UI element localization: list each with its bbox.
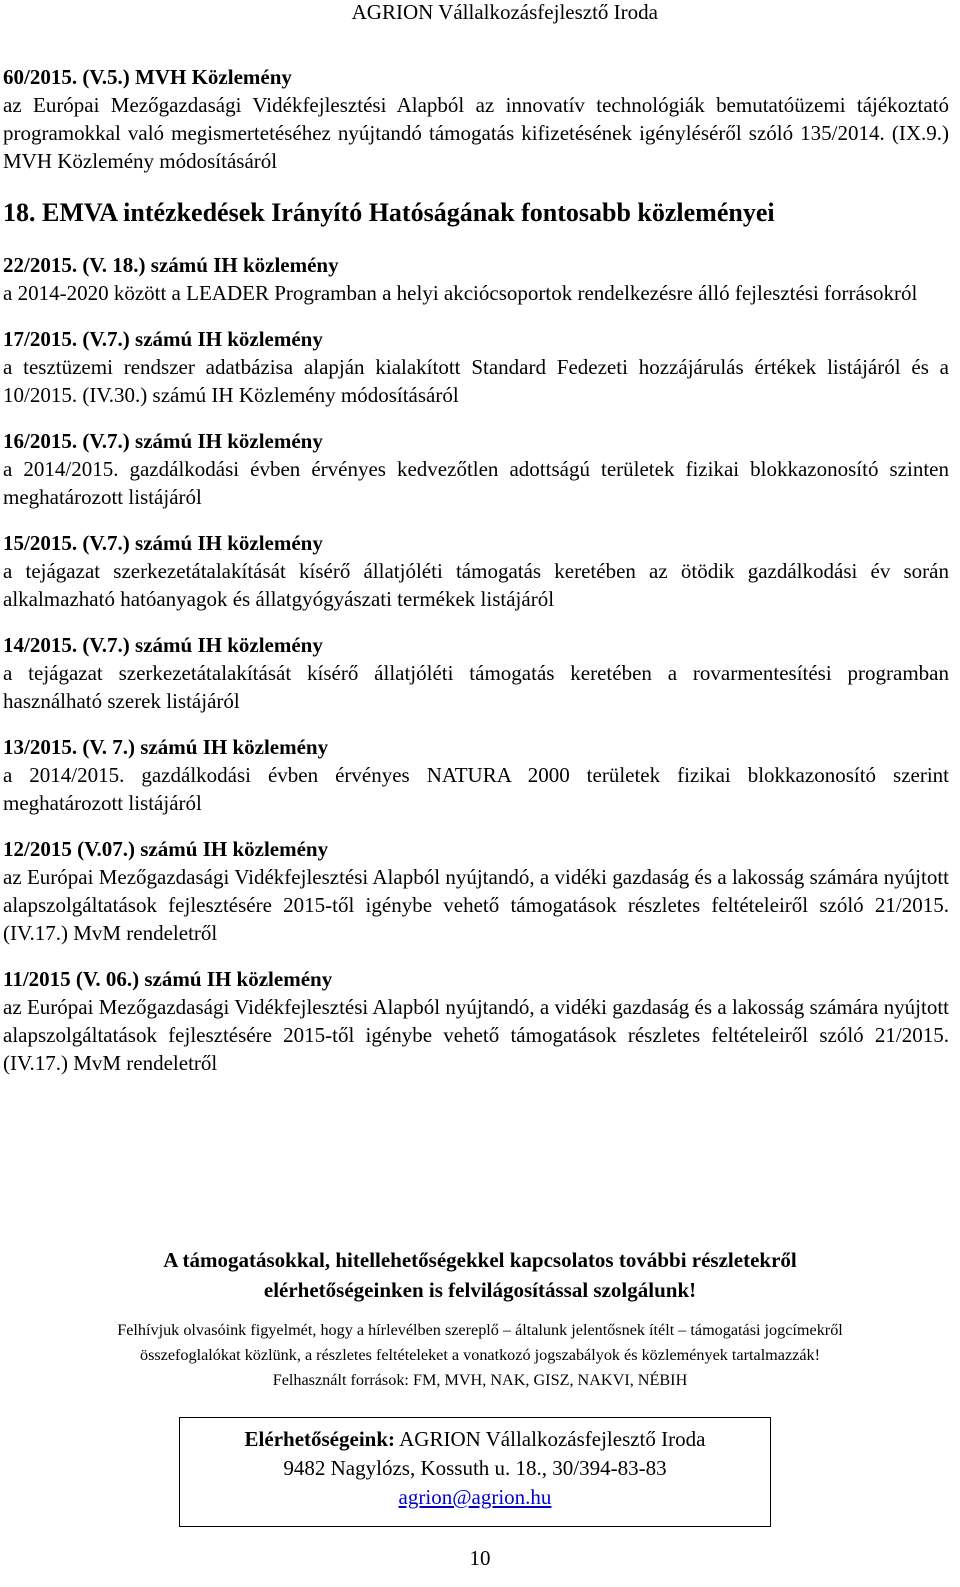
- invitation-line: elérhetőségeinken is felvilágosítással szolgálunk!: [263, 1278, 697, 1302]
- announcement-ih-13: [3, 733, 949, 817]
- announcement-ih-11: [3, 965, 949, 1077]
- announcement-title: 22/2015. (V. 18.) számú IH közlemény: [3, 253, 339, 277]
- invitation-line: A támogatásokkal, hitellehetőségekkel kapcsolatos további részletekről: [163, 1248, 797, 1272]
- announcement-text: az Európai Mezőgazdasági Vidékfejlesztési Alapból nyújtandó, a vidéki gazdaság és a lakosság számára nyújtott alapszolgáltatások fejlesztésére 2015-től igénybe vehető támogatások részletes feltételeiről szóló 21/2015. (IV.17.) MvM rendeletről: [3, 865, 949, 945]
- announcement-mvh-60: [3, 63, 949, 175]
- disclaimer-line: összefoglalókat közlünk, a részletes feltételeket a vonatkozó jogszabályok és közlemények tartalmazzák!: [139, 1346, 821, 1364]
- announcement-title: 60/2015. (V.5.) MVH Közlemény: [3, 65, 292, 89]
- disclaimer-line: Felhívjuk olvasóink figyelmét, hogy a hírlevélben szereplő – általunk jelentősnek ítélt – támogatási jogcímekről: [117, 1321, 843, 1339]
- announcement-text: a 2014/2015. gazdálkodási évben érvényes NATURA 2000 területek fizikai blokkazonosító szerint meghatározott listájáról: [3, 763, 949, 815]
- announcement-title: 13/2015. (V. 7.) számú IH közlemény: [3, 735, 329, 759]
- announcement-text: a tejágazat szerkezetátalakítását kísérő állatjóléti támogatás keretében az ötödik gazdálkodási év során alkalmazható hatóanyagok és állatgyógyászati termékek listájáról: [3, 559, 949, 611]
- email-link[interactable]: agrion@agrion.hu: [398, 1485, 552, 1509]
- announcement-ih-17: [3, 325, 949, 409]
- announcement-text: a tesztüzemi rendszer adatbázisa alapján kialakított Standard Fedezeti hozzájárulás értékek listájáról és a 10/2015. (IV.30.) számú IH Közlemény módosításáról: [3, 355, 949, 407]
- announcement-title: 12/2015 (V.07.) számú IH közlemény: [3, 837, 329, 861]
- section-heading: 18. EMVA intézkedések Irányító Hatóságának fontosabb közleményei: [3, 198, 775, 227]
- contact-invitation: [0, 1245, 960, 1305]
- disclaimer: [0, 1318, 960, 1393]
- contact-org-line: [180, 1425, 770, 1454]
- announcement-text: a 2014-2020 között a LEADER Programban a helyi akciócsoportok rendelkezésre álló fejlesztési forrásokról: [3, 281, 918, 305]
- announcement-text: az Európai Mezőgazdasági Vidékfejlesztési Alapból nyújtandó, a vidéki gazdaság és a lakosság számára nyújtott alapszolgáltatások fejlesztésére 2015-től igénybe vehető támogatások részletes feltételeiről szóló 21/2015. (IV.17.) MvM rendeletről: [3, 995, 949, 1075]
- page-number: 10: [469, 1546, 491, 1570]
- running-header: AGRION Vállalkozásfejlesztő Iroda: [351, 0, 658, 24]
- announcement-ih-16: [3, 427, 949, 511]
- announcement-title: 11/2015 (V. 06.) számú IH közlemény: [3, 967, 333, 991]
- announcement-ih-22: [3, 251, 949, 307]
- announcement-title: 17/2015. (V.7.) számú IH közlemény: [3, 327, 323, 351]
- document-body: [3, 63, 949, 1095]
- sources-line: Felhasznált források: FM, MVH, NAK, GISZ, NAKVI, NÉBIH: [272, 1371, 688, 1389]
- contact-org: AGRION Vállalkozásfejlesztő Iroda: [395, 1427, 706, 1451]
- contact-box: [179, 1417, 771, 1527]
- announcement-ih-14: [3, 631, 949, 715]
- announcement-title: 14/2015. (V.7.) számú IH közlemény: [3, 633, 323, 657]
- contact-address: 9482 Nagylózs, Kossuth u. 18., 30/394-83-83: [283, 1456, 667, 1480]
- announcement-ih-15: [3, 529, 949, 613]
- announcement-text: a 2014/2015. gazdálkodási évben érvényes kedvezőtlen adottságú területek fizikai blokkazonosító szinten meghatározott listájáról: [3, 457, 949, 509]
- announcement-ih-12: [3, 835, 949, 947]
- announcement-text: az Európai Mezőgazdasági Vidékfejlesztési Alapból az innovatív technológiák bemutatóüzemi tájékoztató programokkal való megismertetéséhez nyújtandó támogatás kifizetésének igényléséről szóló 135/2014. (IX.9.) MVH Közlemény módosításáról: [3, 93, 949, 173]
- contact-label: Elérhetőségeink:: [244, 1427, 396, 1451]
- announcement-title: 16/2015. (V.7.) számú IH közlemény: [3, 429, 323, 453]
- announcement-text: a tejágazat szerkezetátalakítását kísérő állatjóléti támogatás keretében a rovarmentesítési programban használható szerek listájáról: [3, 661, 949, 713]
- announcement-title: 15/2015. (V.7.) számú IH közlemény: [3, 531, 323, 555]
